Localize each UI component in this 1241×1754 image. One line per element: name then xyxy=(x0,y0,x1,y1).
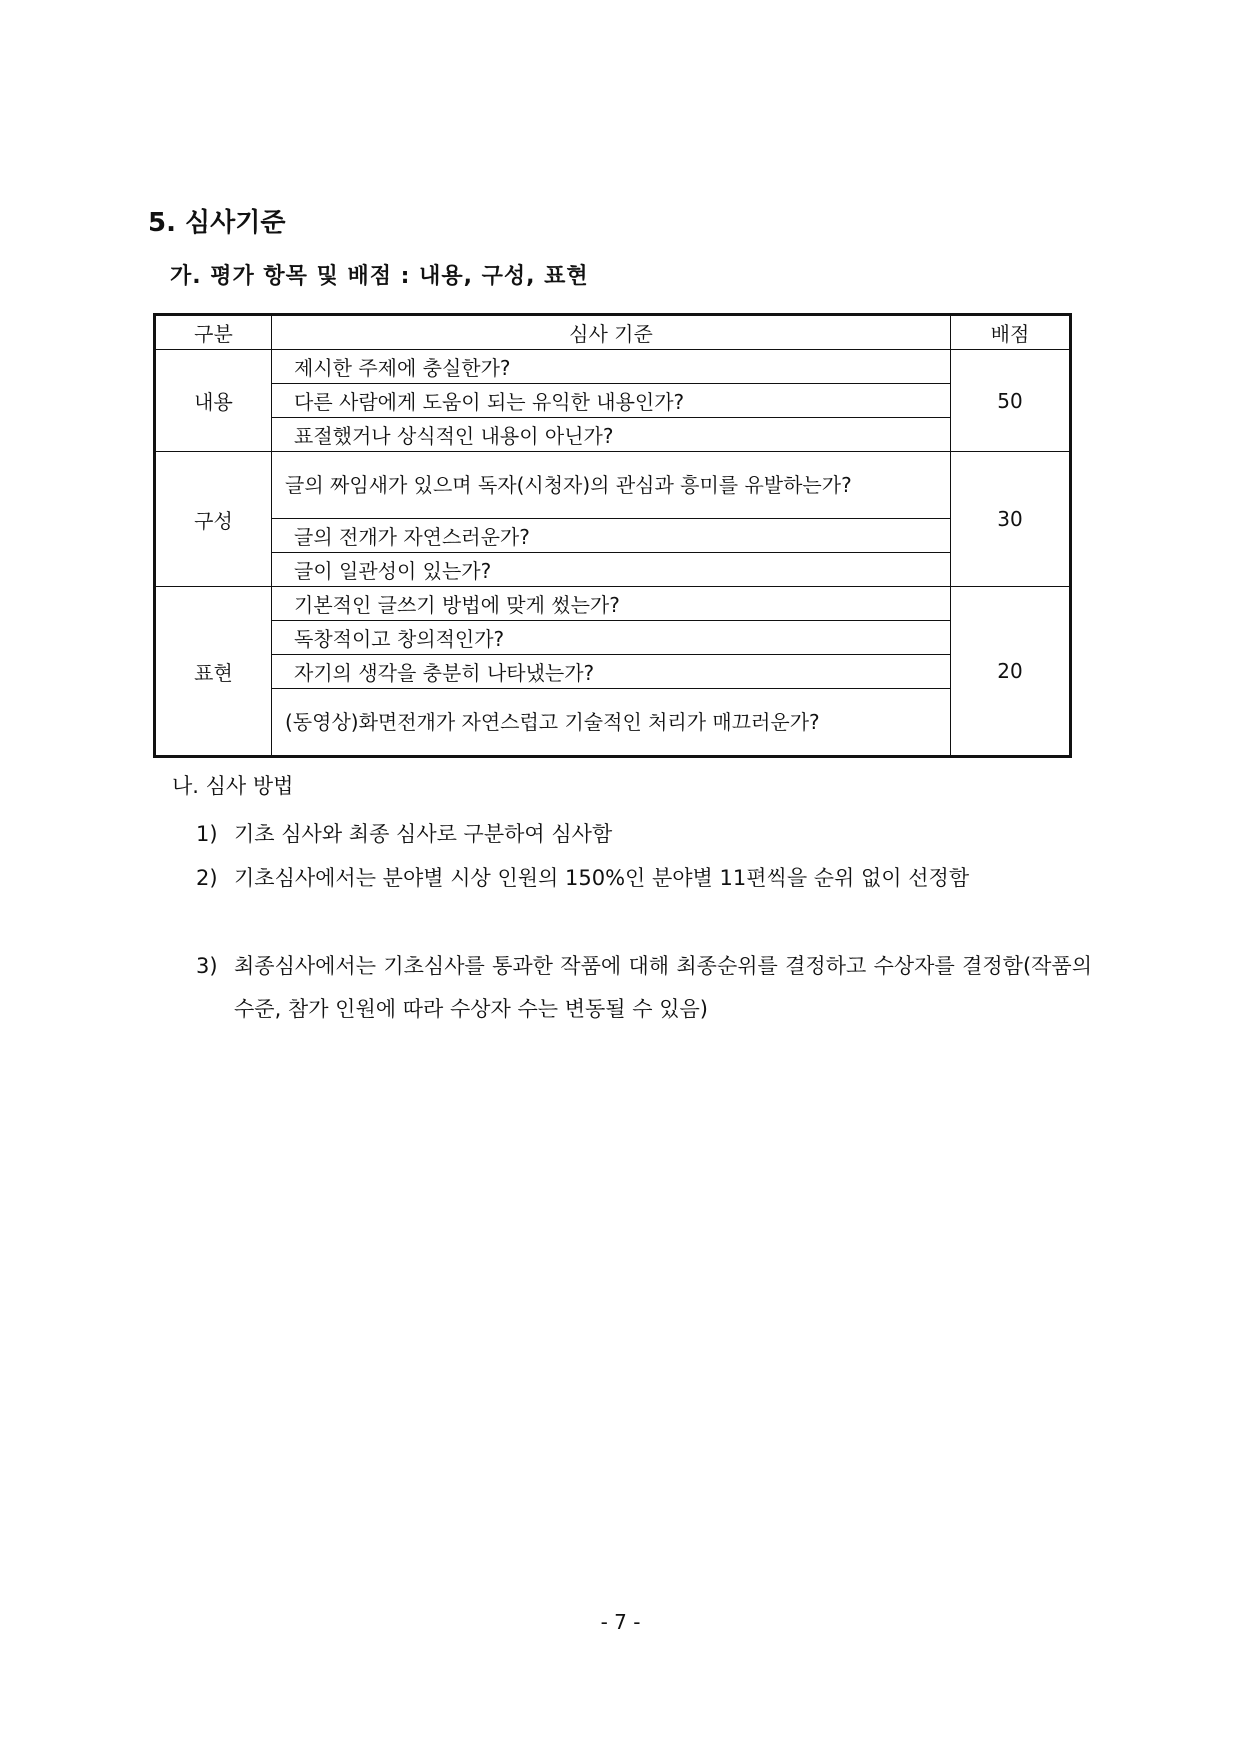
section-title: 5. 심사기준 xyxy=(148,208,286,238)
table-row xyxy=(155,689,1071,757)
score-expression: 20 xyxy=(951,587,1071,757)
method-text: 기초 심사와 최종 심사로 구분하여 심사함 xyxy=(234,822,613,846)
table-row xyxy=(155,350,1071,384)
method-number: 1) xyxy=(196,822,218,846)
table-row xyxy=(155,655,1071,689)
table-row xyxy=(155,621,1071,655)
header-criteria: 심사 기준 xyxy=(272,315,951,350)
table-header-row xyxy=(155,315,1071,350)
table-row xyxy=(155,519,1071,553)
subsection-title-evaluation: 가. 평가 항목 및 배점 : 내용, 구성, 표현 xyxy=(170,264,589,289)
table-row xyxy=(155,384,1071,418)
method-text: 기초심사에서는 분야별 시상 인원의 150%인 분야별 11편씩을 순위 없이 선정함 xyxy=(234,866,970,890)
category-expression: 표현 xyxy=(155,587,272,757)
category-content: 내용 xyxy=(155,350,272,452)
table-row xyxy=(155,553,1071,587)
criteria-item: 다른 사람에게 도움이 되는 유익한 내용인가? xyxy=(272,384,951,418)
criteria-item: 자기의 생각을 충분히 나타냈는가? xyxy=(272,655,951,689)
category-structure: 구성 xyxy=(155,452,272,587)
method-number: 3) xyxy=(196,954,218,978)
criteria-item: 글이 일관성이 있는가? xyxy=(272,553,951,587)
criteria-item: 표절했거나 상식적인 내용이 아닌가? xyxy=(272,418,951,452)
criteria-item: 기본적인 글쓰기 방법에 맞게 썼는가? xyxy=(272,587,951,621)
header-score: 배점 xyxy=(951,315,1071,350)
table-row xyxy=(155,587,1071,621)
criteria-item: 글의 짜임새가 있으며 독자(시청자)의 관심과 흥미를 유발하는가? xyxy=(272,452,951,519)
header-category: 구분 xyxy=(155,315,272,350)
method-number: 2) xyxy=(196,866,218,890)
criteria-table xyxy=(153,313,1072,758)
score-structure: 30 xyxy=(951,452,1071,587)
criteria-item: 글의 전개가 자연스러운가? xyxy=(272,519,951,553)
table-row xyxy=(155,452,1071,519)
method-text: 최종심사에서는 기초심사를 통과한 작품에 대해 최종순위를 결정하고 수상자를 결정함(작품의 수준, 참가 인원에 따라 수상자 수는 변동될 수 있음) xyxy=(234,954,1092,1021)
subsection-title-method: 나. 심사 방법 xyxy=(172,774,294,798)
criteria-item: 제시한 주제에 충실한가? xyxy=(272,350,951,384)
criteria-item: (동영상)화면전개가 자연스럽고 기술적인 처리가 매끄러운가? xyxy=(272,689,951,757)
page-number: - 7 - xyxy=(600,1610,641,1634)
criteria-item: 독창적이고 창의적인가? xyxy=(272,621,951,655)
table-row xyxy=(155,418,1071,452)
score-content: 50 xyxy=(951,350,1071,452)
